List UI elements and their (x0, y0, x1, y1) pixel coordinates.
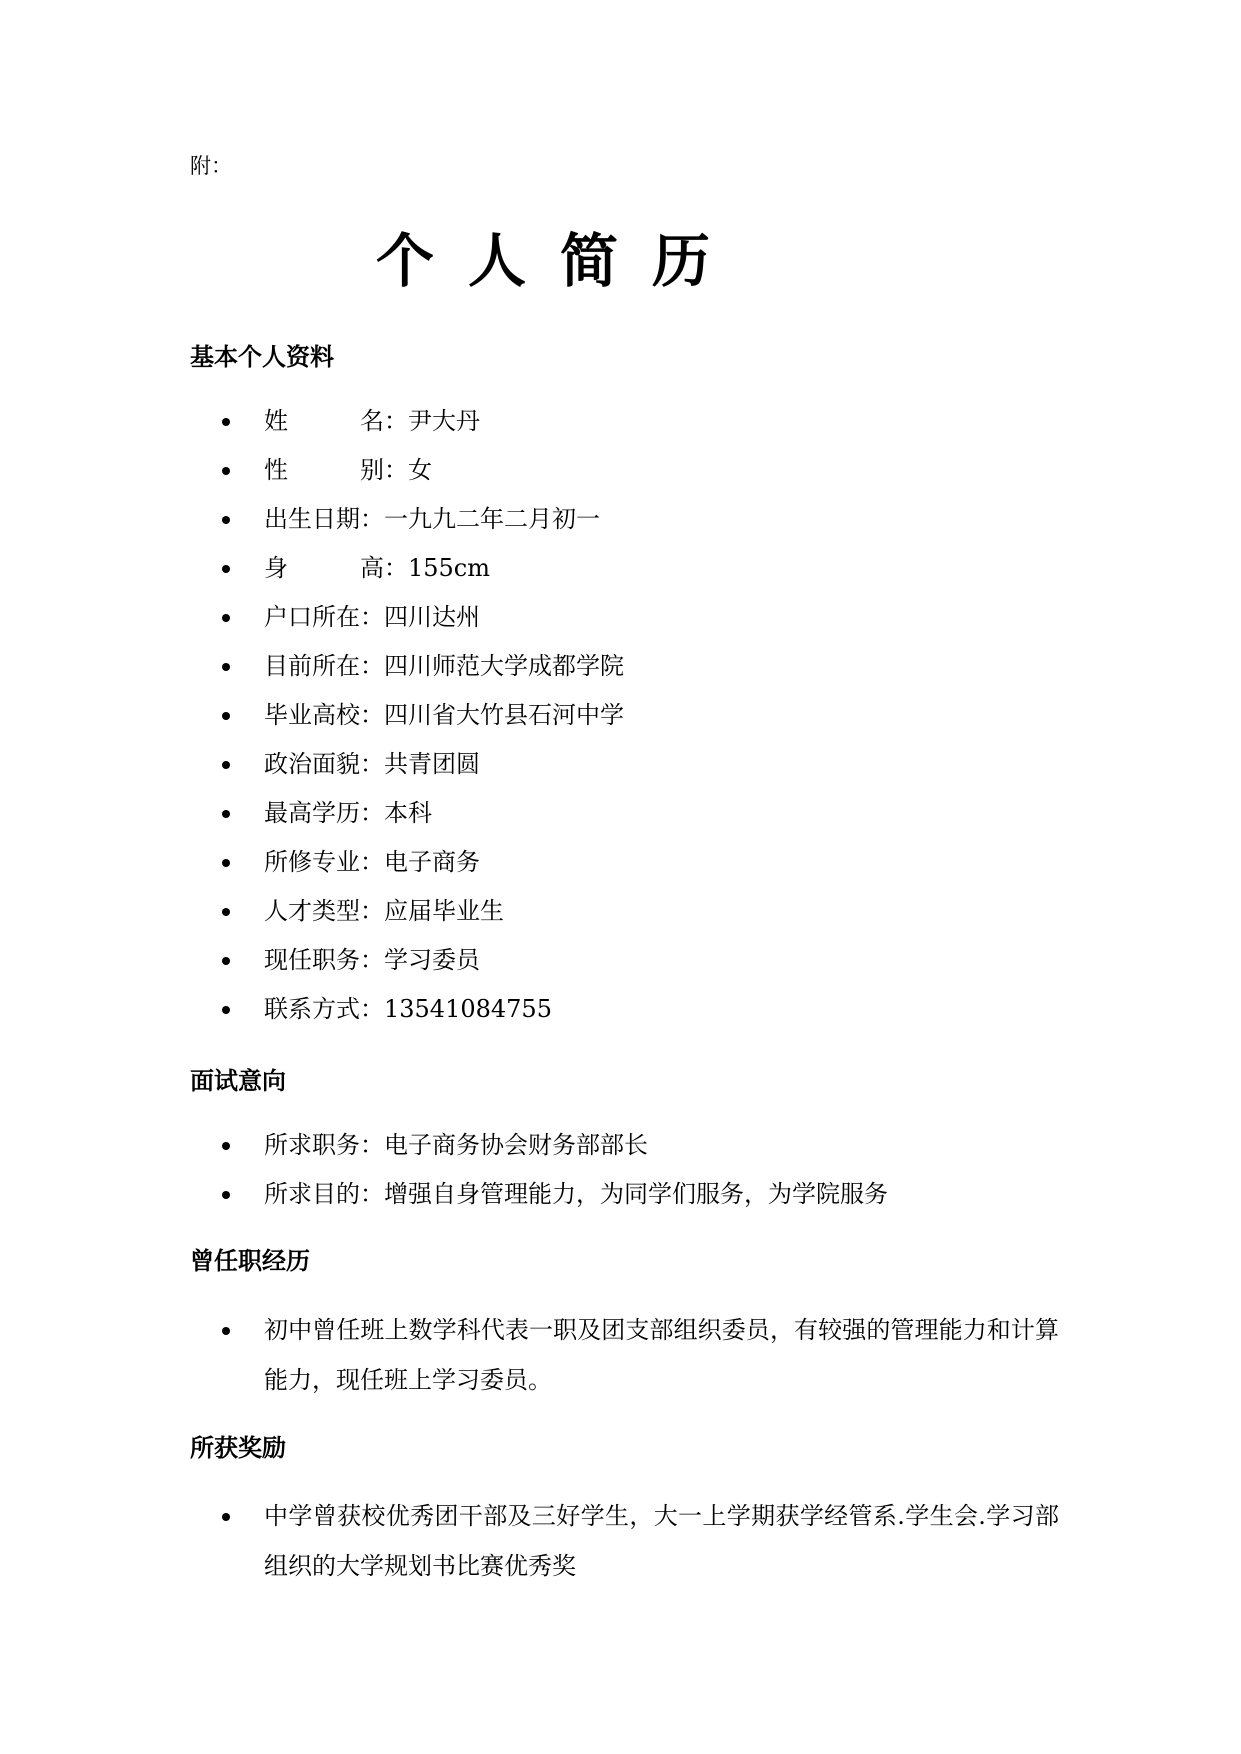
list-item-current-location: 目前所在：四川师范大学成都学院 (0, 642, 1241, 691)
bullet-icon (222, 1006, 230, 1014)
experience-list (0, 1305, 1241, 1405)
page-title: 个人简历 (376, 227, 745, 295)
field-label: 身 高 (264, 554, 384, 582)
field-value: 四川省大竹县石河中学 (384, 701, 624, 729)
bullet-icon (222, 761, 230, 769)
field-value: 共青团圆 (384, 750, 480, 778)
list-item-major: 所修专业：电子商务 (0, 838, 1241, 887)
field-value: 增强自身管理能力，为同学们服务，为学院服务 (384, 1180, 888, 1208)
list-item-graduated-school: 毕业高校：四川省大竹县石河中学 (0, 691, 1241, 740)
field-value: 四川达州 (384, 603, 480, 631)
field-value: 尹大丹 (408, 407, 480, 435)
field-value: 女 (408, 456, 432, 484)
field-label: 人才类型 (264, 897, 360, 925)
field-label: 政治面貌 (264, 750, 360, 778)
list-item-desired-position: 所求职务：电子商务协会财务部部长 (0, 1121, 1241, 1170)
section-heading-interview: 面试意向 (190, 1066, 286, 1095)
bullet-icon (222, 908, 230, 916)
list-item-current-position: 现任职务：学习委员 (0, 936, 1241, 985)
attachment-prefix: 附： (190, 154, 232, 178)
field-value: 155cm (408, 554, 491, 582)
bullet-icon (222, 1191, 230, 1199)
bullet-icon (222, 1142, 230, 1150)
bullet-icon (222, 565, 230, 573)
field-label: 毕业高校 (264, 701, 360, 729)
field-label: 现任职务 (264, 946, 360, 974)
paragraph-text: 初中曾任班上数学科代表一职及团支部组织委员，有较强的管理能力和计算能力，现任班上学习委员。 (264, 1316, 1059, 1394)
list-item-desired-purpose: 所求目的：增强自身管理能力，为同学们服务，为学院服务 (0, 1170, 1241, 1219)
bullet-icon (222, 957, 230, 965)
list-item-political-status: 政治面貌：共青团圆 (0, 740, 1241, 789)
basic-info-list (0, 397, 1241, 1034)
field-value: 四川师范大学成都学院 (384, 652, 624, 680)
field-value: 电子商务协会财务部部长 (384, 1131, 648, 1159)
paragraph-text: 中学曾获校优秀团干部及三好学生，大一上学期获学经管系.学生会.学习部组织的大学规划书比赛优秀奖 (264, 1502, 1059, 1580)
field-label: 户口所在 (264, 603, 360, 631)
bullet-icon (222, 1327, 230, 1335)
field-value: 本科 (384, 799, 432, 827)
list-item-name: 姓 名 ：尹大丹 (0, 397, 1241, 446)
section-heading-basic-info: 基本个人资料 (190, 342, 334, 371)
bullet-icon (222, 859, 230, 867)
bullet-icon (222, 614, 230, 622)
awards-list (0, 1491, 1241, 1591)
bullet-icon (222, 418, 230, 426)
list-item-birthdate: 出生日期：一九九二年二月初一 (0, 495, 1241, 544)
list-item-hukou: 户口所在：四川达州 (0, 593, 1241, 642)
section-heading-awards: 所获奖励 (190, 1433, 286, 1462)
bullet-icon (222, 810, 230, 818)
field-value: 应届毕业生 (384, 897, 504, 925)
section-heading-experience: 曾任职经历 (190, 1246, 310, 1275)
field-value: 13541084755 (384, 995, 552, 1023)
field-label: 出生日期 (264, 505, 360, 533)
bullet-icon (222, 1513, 230, 1521)
field-value: 一九九二年二月初一 (384, 505, 600, 533)
field-label: 所求目的 (264, 1180, 360, 1208)
interview-list (0, 1121, 1241, 1219)
field-label: 最高学历 (264, 799, 360, 827)
field-label: 所修专业 (264, 848, 360, 876)
field-label: 姓 名 (264, 407, 384, 435)
bullet-icon (222, 663, 230, 671)
list-item (0, 1491, 1241, 1591)
field-value: 学习委员 (384, 946, 480, 974)
list-item-height: 身 高 ：155cm (0, 544, 1241, 593)
field-label: 目前所在 (264, 652, 360, 680)
list-item (0, 1305, 1241, 1405)
field-label: 所求职务 (264, 1131, 360, 1159)
list-item-contact: 联系方式：13541084755 (0, 985, 1241, 1034)
bullet-icon (222, 712, 230, 720)
bullet-icon (222, 467, 230, 475)
list-item-gender: 性 别 ：女 (0, 446, 1241, 495)
list-item-talent-type: 人才类型：应届毕业生 (0, 887, 1241, 936)
field-value: 电子商务 (384, 848, 480, 876)
field-label: 性 别 (264, 456, 384, 484)
bullet-icon (222, 516, 230, 524)
list-item-education: 最高学历：本科 (0, 789, 1241, 838)
field-label: 联系方式 (264, 995, 360, 1023)
